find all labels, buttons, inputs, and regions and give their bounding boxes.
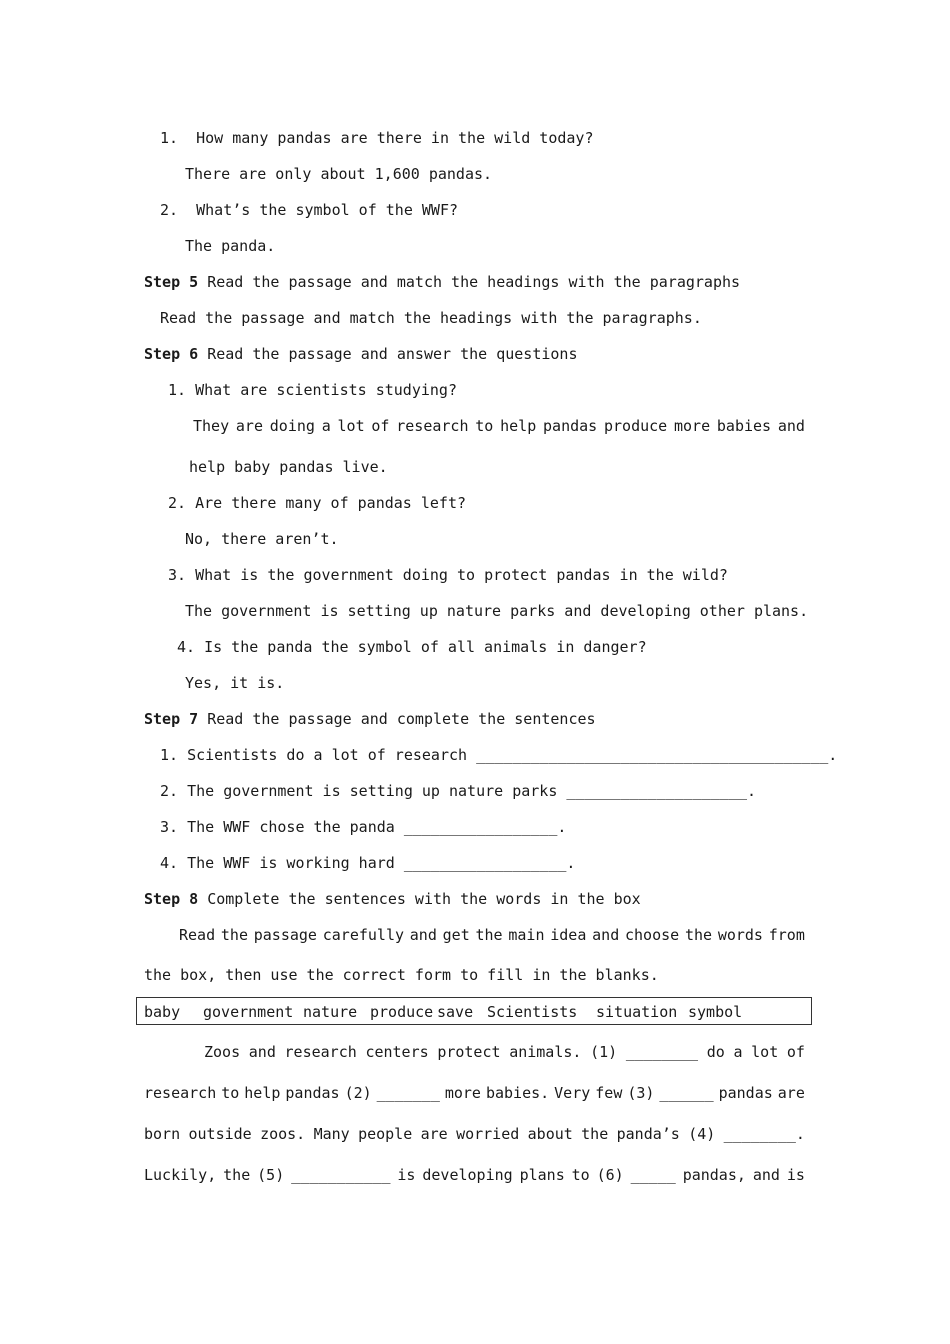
word: research: [396, 417, 469, 435]
word: plans: [519, 1166, 565, 1184]
word: produce: [604, 417, 668, 435]
word: (3): [627, 1084, 655, 1102]
word: Many: [313, 1125, 350, 1143]
step5-title: Read the passage and match the headings with the paragraphs: [198, 273, 741, 291]
word: carefully: [322, 926, 405, 944]
question-2: 2. What’s the symbol of the WWF?: [160, 201, 459, 219]
passage-line-3: [144, 1124, 805, 1144]
word: born: [144, 1125, 181, 1143]
answer-1: There are only about 1,600 pandas.: [185, 165, 493, 183]
word: help: [244, 1084, 281, 1102]
word: _____: [630, 1166, 676, 1184]
word: Read: [179, 926, 216, 944]
word: ________: [625, 1043, 699, 1061]
step5-heading: [144, 272, 740, 292]
word: of: [371, 417, 390, 435]
question-1: 1. How many pandas are there in the wild today?: [160, 129, 594, 147]
step5-body: Read the passage and match the headings with the paragraphs.: [160, 309, 702, 327]
step6-title: Read the passage and answer the questions: [198, 345, 578, 363]
step7-sentence-4: 4. The WWF is working hard __________________.: [160, 854, 576, 872]
word: idea: [550, 926, 587, 944]
word: are: [235, 417, 263, 435]
word: more: [444, 1084, 481, 1102]
word: pandas,: [682, 1166, 746, 1184]
word: is: [786, 1166, 805, 1184]
word: (2): [344, 1084, 372, 1102]
word: and: [777, 417, 805, 435]
word: of: [786, 1043, 805, 1061]
step8-intro-line1: [179, 925, 805, 945]
step6-label: Step 6: [144, 345, 199, 363]
word-box: [136, 997, 812, 1025]
word: centers: [365, 1043, 429, 1061]
step6-question-3: 3. What is the government doing to protect pandas in the wild?: [168, 566, 728, 584]
word-box-item: save: [437, 1003, 474, 1021]
step7-sentence-2: 2. The government is setting up nature parks ____________________.: [160, 782, 757, 800]
word: ________.: [723, 1125, 805, 1143]
word-box-item: nature: [303, 1003, 358, 1021]
step6-answer-3: The government is setting up nature parks and developing other plans.: [185, 602, 809, 620]
word: Very: [554, 1084, 591, 1102]
word: main: [508, 926, 545, 944]
word: ___________: [291, 1166, 391, 1184]
step7-heading: [144, 709, 596, 729]
word: and: [592, 926, 620, 944]
word: research: [144, 1084, 217, 1102]
passage-line-4: [144, 1165, 805, 1185]
word-box-item: situation: [596, 1003, 678, 1021]
step8-intro-line2: the box, then use the correct form to fill in the blanks.: [144, 966, 659, 984]
word: (6): [596, 1166, 624, 1184]
step7-sentence-3: 3. The WWF chose the panda _________________.: [160, 818, 567, 836]
word: They: [193, 417, 230, 435]
word: about: [527, 1125, 573, 1143]
word: choose: [625, 926, 680, 944]
word: is: [397, 1166, 416, 1184]
word-box-item: Scientists: [487, 1003, 578, 1021]
word: to: [571, 1166, 590, 1184]
word-box-item: produce: [370, 1003, 434, 1021]
word: a: [733, 1043, 743, 1061]
word: outside: [188, 1125, 252, 1143]
word: worried: [456, 1125, 520, 1143]
word: Luckily,: [144, 1166, 217, 1184]
step5-label: Step 5: [144, 273, 199, 291]
step6-heading: [144, 344, 577, 364]
word: pandas: [543, 417, 598, 435]
word: and: [752, 1166, 780, 1184]
word: the: [223, 1166, 251, 1184]
step7-label: Step 7: [144, 710, 199, 728]
word: to: [475, 417, 494, 435]
word: get: [442, 926, 470, 944]
word: the: [475, 926, 503, 944]
word-box-item: baby: [144, 1003, 181, 1021]
word: a: [321, 417, 331, 435]
word: research: [284, 1043, 357, 1061]
step7-sentence-1: 1. Scientists do a lot of research _______________________________________.: [160, 746, 838, 764]
word: the: [684, 926, 713, 944]
word: the: [581, 1125, 609, 1143]
word: (5): [257, 1166, 285, 1184]
word: lot: [751, 1043, 779, 1061]
step8-title: Complete the sentences with the words in the box: [198, 890, 641, 908]
word: pandas: [718, 1084, 773, 1102]
word: and: [248, 1043, 276, 1061]
step6-answer-2: No, there aren’t.: [185, 530, 339, 548]
word: _______: [376, 1084, 440, 1102]
word-box-item: government: [203, 1003, 294, 1021]
word: people: [358, 1125, 413, 1143]
step7-title: Read the passage and complete the sentences: [198, 710, 596, 728]
word: few: [595, 1084, 623, 1102]
word: lot: [337, 417, 365, 435]
word: pandas: [285, 1084, 340, 1102]
word: help: [500, 417, 537, 435]
word: babies: [716, 417, 772, 435]
word: to: [221, 1084, 240, 1102]
word: more: [674, 417, 711, 435]
word: do: [706, 1043, 725, 1061]
step8-label: Step 8: [144, 890, 199, 908]
step6-answer-1-line1: [193, 416, 805, 436]
word: passage: [253, 926, 317, 944]
word-box-item: symbol: [688, 1003, 743, 1021]
word: are: [420, 1125, 448, 1143]
passage-line-2: [144, 1083, 805, 1103]
step6-question-4: 4. Is the panda the symbol of all animals in danger?: [177, 638, 647, 656]
step8-heading: [144, 889, 641, 909]
word: babies.: [485, 1084, 550, 1102]
word: (4): [688, 1125, 716, 1143]
word: zoos.: [260, 1125, 306, 1143]
answer-2: The panda.: [185, 237, 276, 255]
passage-line-1: [204, 1042, 805, 1062]
word: and: [409, 926, 437, 944]
word: are: [777, 1084, 805, 1102]
word: doing: [269, 417, 315, 435]
word: words: [717, 926, 763, 944]
step6-answer-1-line2: help baby pandas live.: [189, 458, 388, 476]
word: Zoos: [204, 1043, 241, 1061]
word: protect: [437, 1043, 501, 1061]
step6-answer-4: Yes, it is.: [185, 674, 285, 692]
word: from: [768, 926, 805, 944]
step6-question-2: 2. Are there many of pandas left?: [168, 494, 467, 512]
word: (1): [590, 1043, 618, 1061]
word: panda’s: [616, 1125, 680, 1143]
word: the: [220, 926, 248, 944]
word: developing: [422, 1166, 513, 1184]
step6-question-1: 1. What are scientists studying?: [168, 381, 457, 399]
word: ______: [659, 1084, 714, 1102]
word: animals.: [509, 1043, 582, 1061]
